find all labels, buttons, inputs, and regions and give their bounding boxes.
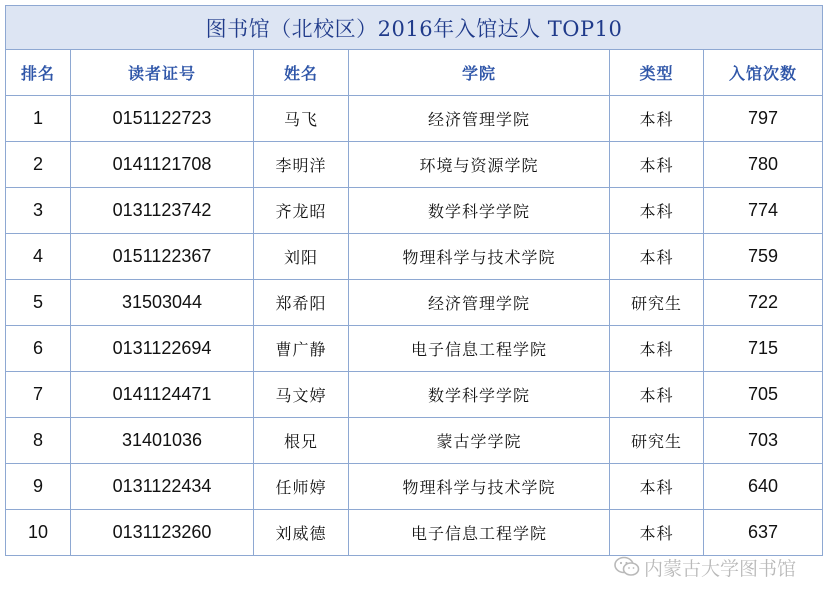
cell-college: 经济管理学院 [349,280,610,326]
cell-visits: 774 [704,188,823,234]
cell-reader-id: 0141121708 [71,142,254,188]
table-row [6,372,823,418]
table-row [6,234,823,280]
cell-rank: 10 [6,510,71,556]
cell-type: 本科 [610,326,704,372]
table-body [6,96,823,556]
cell-type: 本科 [610,372,704,418]
header-reader-id: 读者证号 [71,50,254,96]
header-type: 类型 [610,50,704,96]
cell-reader-id: 0151122367 [71,234,254,280]
table-row [6,96,823,142]
cell-name: 郑希阳 [254,280,349,326]
cell-college: 经济管理学院 [349,96,610,142]
cell-name: 任师婷 [254,464,349,510]
cell-reader-id: 31503044 [71,280,254,326]
cell-visits: 715 [704,326,823,372]
cell-visits: 797 [704,96,823,142]
cell-type: 研究生 [610,418,704,464]
cell-visits: 703 [704,418,823,464]
header-college: 学院 [349,50,610,96]
header-rank: 排名 [6,50,71,96]
cell-rank: 5 [6,280,71,326]
cell-college: 物理科学与技术学院 [349,234,610,280]
cell-visits: 780 [704,142,823,188]
table-title: 图书馆（北校区）2016年入馆达人 TOP10 [6,6,823,50]
table-row [6,280,823,326]
cell-rank: 7 [6,372,71,418]
cell-name: 李明洋 [254,142,349,188]
cell-rank: 3 [6,188,71,234]
table-row [6,510,823,556]
header-name: 姓名 [254,50,349,96]
cell-type: 研究生 [610,280,704,326]
cell-type: 本科 [610,510,704,556]
cell-type: 本科 [610,464,704,510]
cell-college: 物理科学与技术学院 [349,464,610,510]
cell-name: 刘阳 [254,234,349,280]
cell-name: 齐龙昭 [254,188,349,234]
cell-college: 电子信息工程学院 [349,510,610,556]
cell-rank: 4 [6,234,71,280]
cell-name: 曹广静 [254,326,349,372]
cell-type: 本科 [610,188,704,234]
cell-college: 数学科学学院 [349,188,610,234]
wechat-icon [614,556,640,578]
cell-reader-id: 31401036 [71,418,254,464]
cell-rank: 9 [6,464,71,510]
table-row [6,326,823,372]
header-row [6,50,823,96]
cell-rank: 8 [6,418,71,464]
cell-visits: 705 [704,372,823,418]
header-visits: 入馆次数 [704,50,823,96]
table-row [6,142,823,188]
cell-type: 本科 [610,96,704,142]
cell-type: 本科 [610,142,704,188]
cell-name: 马文婷 [254,372,349,418]
table-row [6,188,823,234]
ranking-table [5,5,823,556]
cell-college: 环境与资源学院 [349,142,610,188]
cell-reader-id: 0131123742 [71,188,254,234]
cell-name: 马飞 [254,96,349,142]
cell-visits: 722 [704,280,823,326]
cell-rank: 1 [6,96,71,142]
cell-college: 数学科学学院 [349,372,610,418]
table-row [6,418,823,464]
cell-college: 电子信息工程学院 [349,326,610,372]
cell-name: 刘威德 [254,510,349,556]
cell-name: 根兄 [254,418,349,464]
cell-reader-id: 0131122694 [71,326,254,372]
cell-visits: 640 [704,464,823,510]
watermark-text: 内蒙古大学图书馆 [644,557,797,580]
cell-visits: 637 [704,510,823,556]
cell-reader-id: 0151122723 [71,96,254,142]
cell-type: 本科 [610,234,704,280]
table-row [6,464,823,510]
cell-visits: 759 [704,234,823,280]
cell-college: 蒙古学学院 [349,418,610,464]
cell-reader-id: 0141124471 [71,372,254,418]
cell-rank: 2 [6,142,71,188]
cell-rank: 6 [6,326,71,372]
cell-reader-id: 0131122434 [71,464,254,510]
cell-reader-id: 0131123260 [71,510,254,556]
